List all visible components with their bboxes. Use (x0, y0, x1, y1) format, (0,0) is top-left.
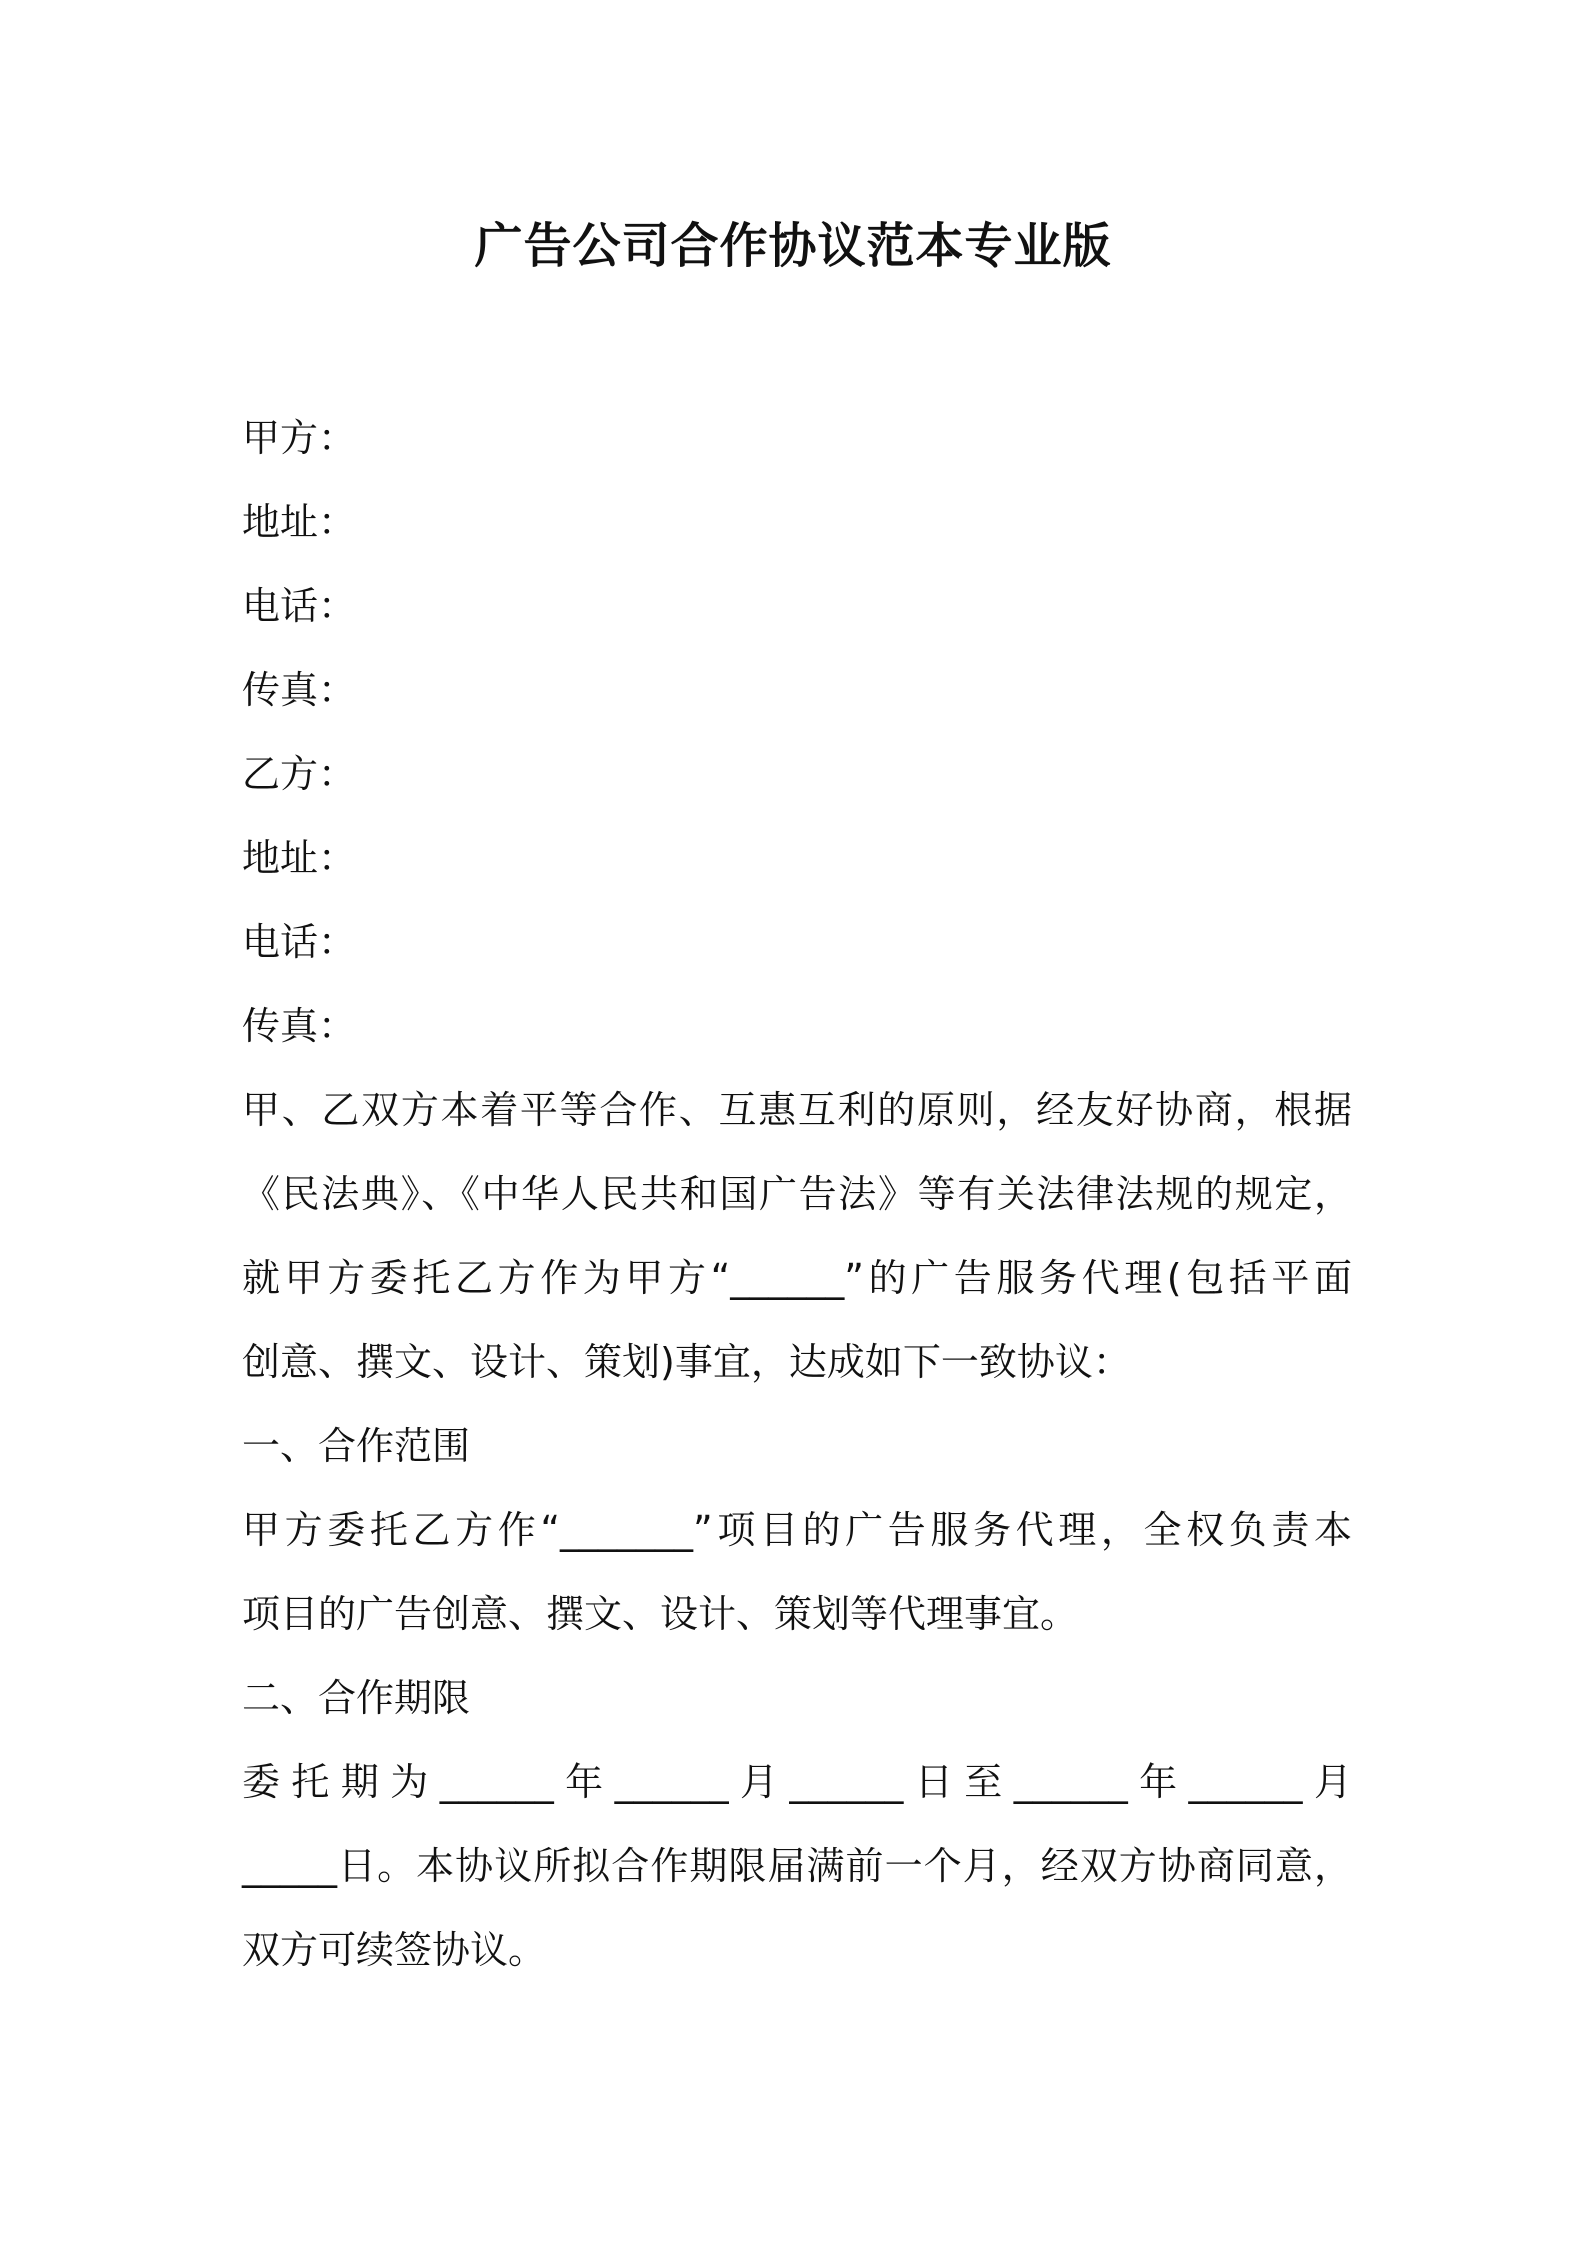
party-b-name-label: 乙方： (242, 752, 357, 796)
preamble-line: 就甲方委托乙方作为甲方“______”的广告服务代理(包括平面 (242, 1256, 1352, 1300)
party-b-address-label: 地址： (242, 836, 357, 880)
section-2-heading: 二、合作期限 (242, 1676, 471, 1720)
preamble-line: 《民法典》、《中华人民共和国广告法》等有关法律法规的规定， (242, 1172, 1352, 1216)
party-a-address-label: 地址： (242, 500, 357, 544)
section-2-body-line: 双方可续签协议。 (242, 1928, 547, 1972)
party-a-fax-label: 传真： (242, 668, 357, 712)
preamble-line: 创意、撰文、设计、策划)事宜，达成如下一致协议： (242, 1340, 1131, 1384)
section-2-body-line: _____日。本协议所拟合作期限届满前一个月，经双方协商同意， (242, 1844, 1352, 1888)
preamble-line: 甲、乙双方本着平等合作、互惠互利的原则，经友好协商，根据 (242, 1088, 1352, 1132)
section-1-body-line: 甲方委托乙方作“_______”项目的广告服务代理，全权负责本 (242, 1508, 1352, 1552)
document-title: 广告公司合作协议范本专业版 (474, 218, 1112, 274)
section-2-body-line: 委托期为______年______月______日至______年______月 (242, 1760, 1352, 1804)
party-a-name-label: 甲方： (242, 416, 357, 460)
section-1-body-line: 项目的广告创意、撰文、设计、策划等代理事宜。 (242, 1592, 1079, 1636)
section-1-heading: 一、合作范围 (242, 1424, 471, 1468)
party-b-phone-label: 电话： (242, 920, 357, 964)
party-b-fax-label: 传真： (242, 1004, 357, 1048)
party-a-phone-label: 电话： (242, 584, 357, 628)
